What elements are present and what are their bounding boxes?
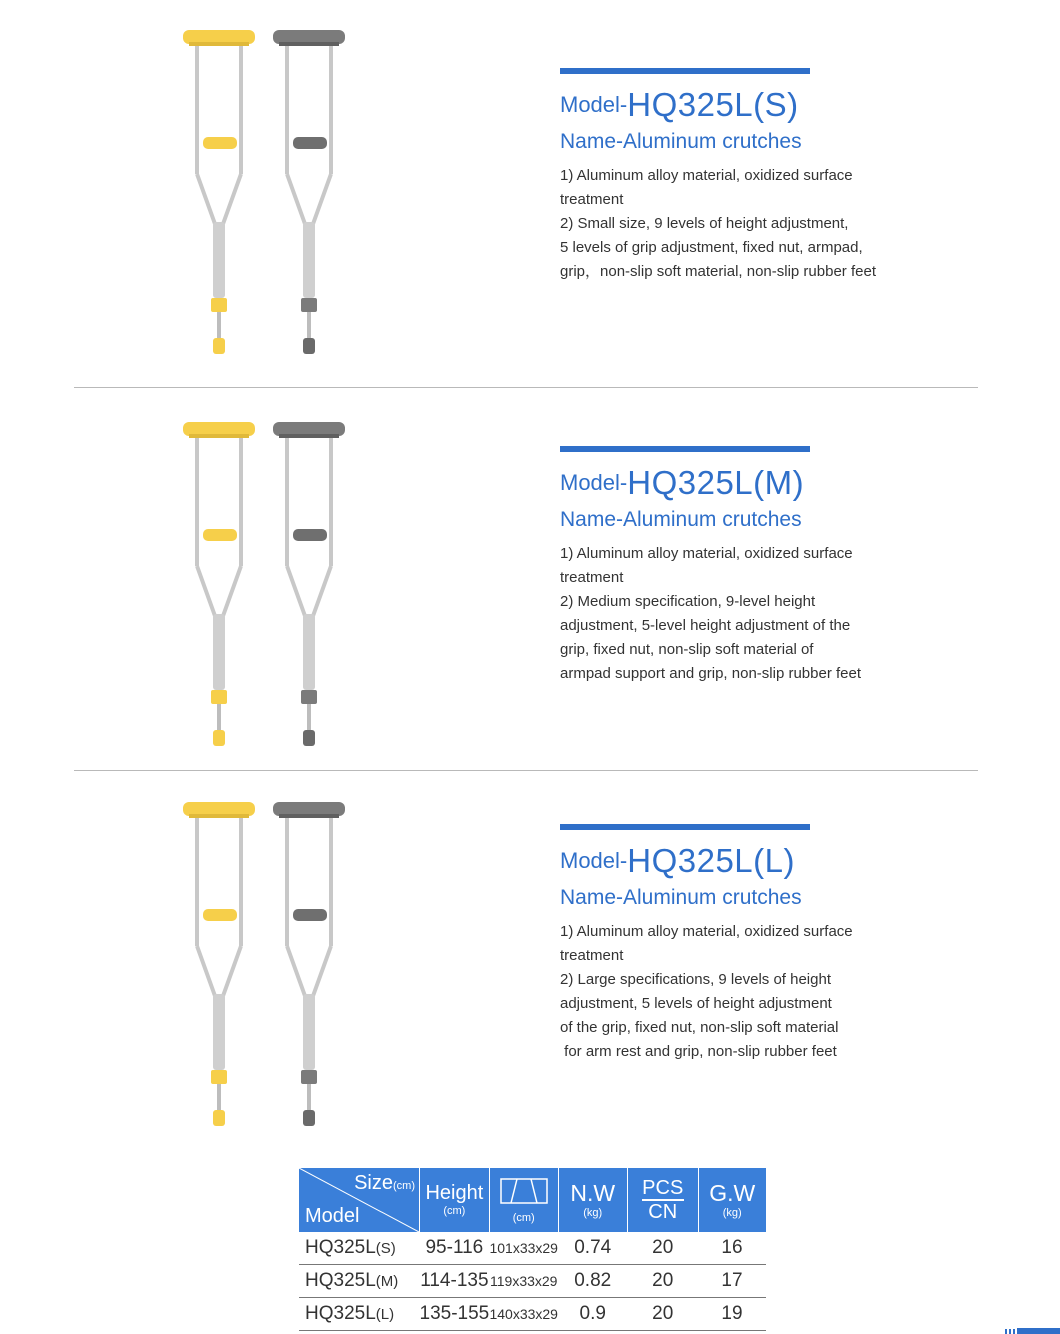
pcs-cell: 20 (627, 1298, 698, 1331)
model-code: HQ325L(S) (627, 86, 799, 123)
table-row (299, 1232, 766, 1265)
section-divider (74, 387, 978, 388)
net-weight-cell: 0.74 (558, 1232, 627, 1265)
product-section-m (0, 392, 1060, 772)
gross-weight-cell: 17 (698, 1265, 766, 1298)
table-row (299, 1298, 766, 1331)
table-row (299, 1265, 766, 1298)
pcs-per-carton-header: PCS CN (627, 1168, 698, 1232)
product-section-l (0, 772, 1060, 1152)
table-header-row (299, 1168, 766, 1232)
net-weight-cell: 0.9 (558, 1298, 627, 1331)
carton-icon (499, 1176, 549, 1206)
product-info (560, 68, 876, 284)
net-weight-header: N.W (kg) (558, 1168, 627, 1232)
accent-bar (560, 824, 810, 830)
model-heading: Model-HQ325L(M) (560, 464, 805, 501)
height-header: Height (cm) (420, 1168, 490, 1232)
product-description: 1) Aluminum alloy material, oxidized surface treatment 2) Small size, 9 levels of height adjustment, 5 levels of grip adjustment, fixed nut, armpad, grip，non-slip soft material, non-slip rubber feet (560, 167, 876, 280)
product-description: 1) Aluminum alloy material, oxidized surface treatment 2) Large specifications, 9 levels of height adjustment, 5 levels of height adjustment of the grip, fixed nut, non-slip soft material for arm rest and grip, non-slip rubber feet (560, 923, 853, 1060)
spec-table (299, 1168, 766, 1331)
product-info (560, 824, 853, 1064)
model-cell: HQ325L(S) (299, 1232, 420, 1265)
accent-bar (560, 446, 810, 452)
gross-weight-cell: 16 (698, 1232, 766, 1265)
crutch-pair-image (175, 24, 365, 364)
model-cell: HQ325L(L) (299, 1298, 420, 1331)
model-code: HQ325L(M) (627, 464, 805, 501)
height-cell: 114-135 (420, 1265, 490, 1298)
box-size-header: (cm) (489, 1168, 558, 1232)
pcs-cell: 20 (627, 1265, 698, 1298)
height-cell: 95-116 (420, 1232, 490, 1265)
box-size-cell: 101x33x29 (489, 1232, 558, 1265)
box-size-cell: 140x33x29 (489, 1298, 558, 1331)
product-description: 1) Aluminum alloy material, oxidized surface treatment 2) Medium specification, 9-level height adjustment, 5-level height adjustment of the grip, fixed nut, non-slip soft material of armpad support and grip, non-slip rubber feet (560, 545, 862, 682)
product-info (560, 446, 861, 686)
height-cell: 135-155 (420, 1298, 490, 1331)
crutch-pair-image (175, 416, 365, 756)
box-size-cell: 119x33x29 (489, 1265, 558, 1298)
model-code: HQ325L(L) (627, 842, 795, 879)
pcs-cell: 20 (627, 1232, 698, 1265)
accent-bar (560, 68, 810, 74)
product-name: Name-Aluminum crutches (560, 886, 802, 909)
net-weight-cell: 0.82 (558, 1265, 627, 1298)
model-cell: HQ325L(M) (299, 1265, 420, 1298)
gross-weight-header: G.W (kg) (698, 1168, 766, 1232)
product-name: Name-Aluminum crutches (560, 130, 802, 153)
product-section-s (0, 0, 1060, 380)
model-heading: Model-HQ325L(S) (560, 86, 799, 123)
gross-weight-cell: 19 (698, 1298, 766, 1331)
model-heading: Model-HQ325L(L) (560, 842, 795, 879)
crutch-pair-image (175, 796, 365, 1136)
size-model-header: Size(cm) Model (299, 1168, 420, 1232)
corner-decoration (1005, 1327, 1060, 1334)
product-name: Name-Aluminum crutches (560, 508, 802, 531)
section-divider (74, 770, 978, 771)
